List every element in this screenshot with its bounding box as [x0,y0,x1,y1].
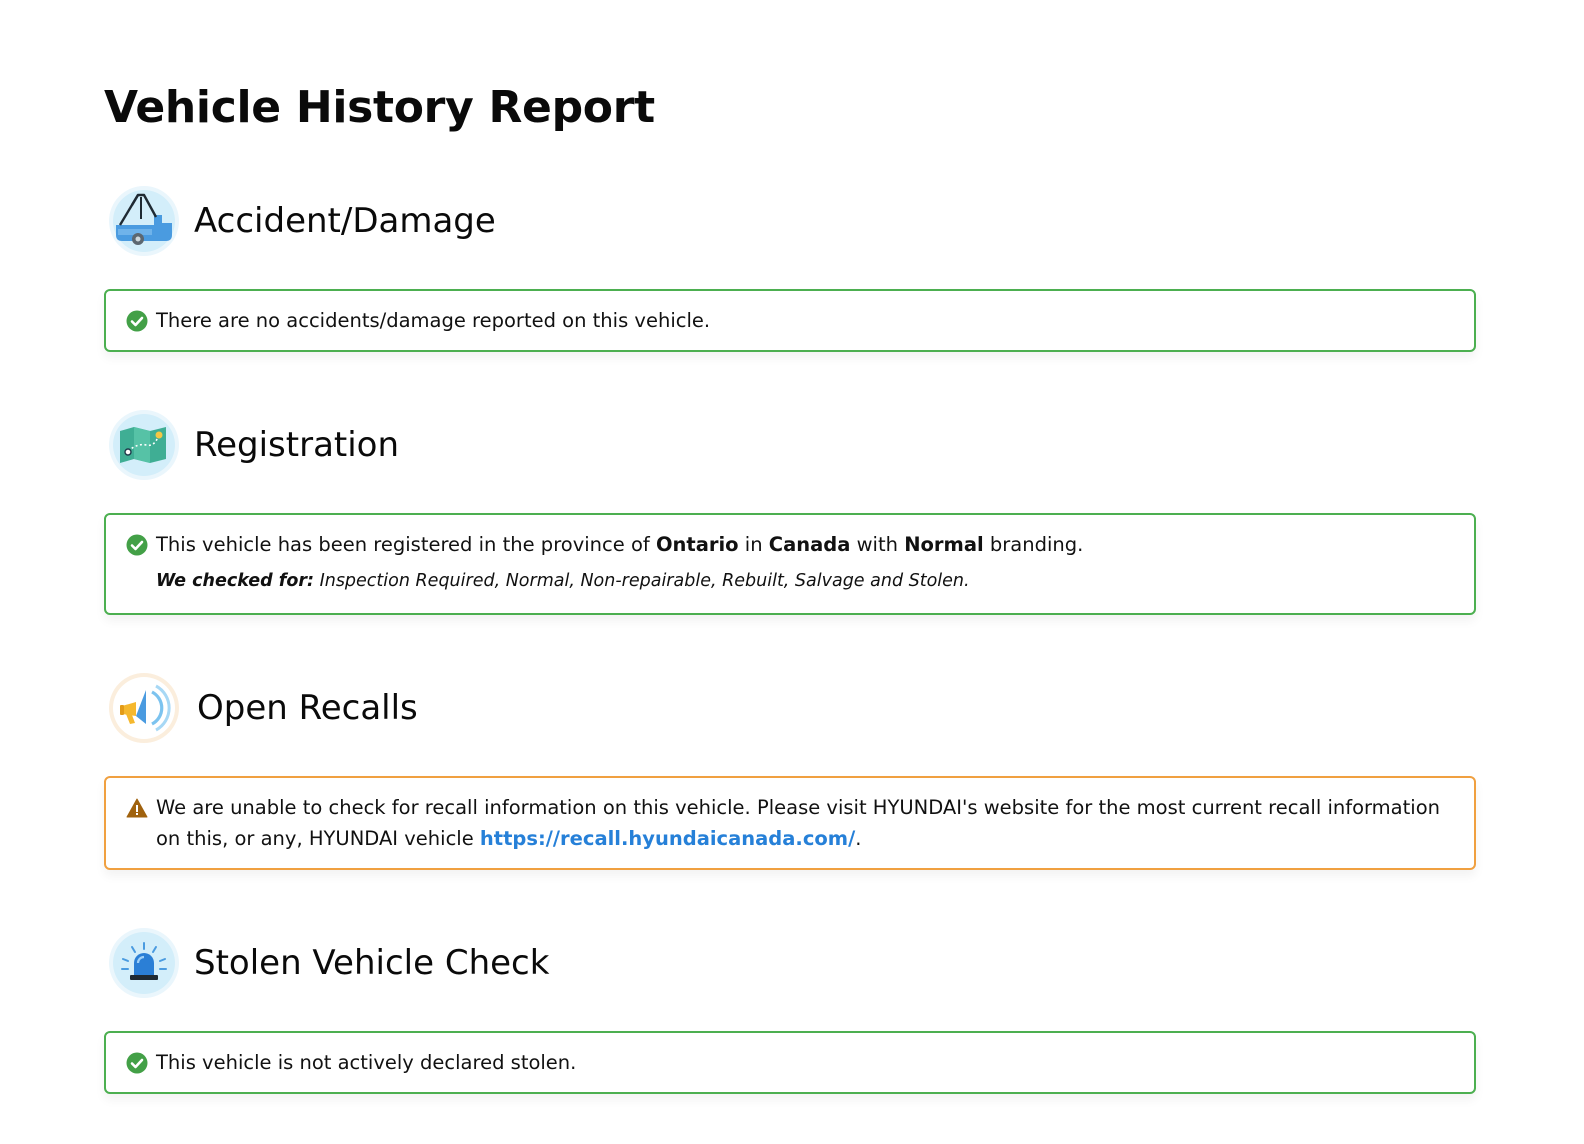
section-header-accident [108,185,496,257]
recalls-message-end: . [855,827,862,850]
registration-text-with: with [850,533,905,556]
section-title-registration: Registration [194,425,400,465]
recalls-message: We are unable to check for recall information on this vehicle. Please visit HYUNDAI's website for the most current recall information on this, or any, HYUNDAI vehicle [156,796,1440,850]
section-header-recalls [108,672,418,744]
map-icon [108,409,180,481]
section-header-stolen [108,927,549,999]
page-title: Vehicle History Report [104,82,655,133]
section-title-recalls: Open Recalls [197,688,418,728]
tow-truck-icon [108,185,180,257]
recall-website-link[interactable]: https://recall.hyundaicanada.com/ [479,827,856,850]
siren-icon [108,927,180,999]
recalls-status-text [156,792,1446,854]
section-title-accident: Accident/Damage [194,201,496,241]
check-circle-icon [126,310,148,332]
recalls-status-box [104,776,1476,870]
registration-status-box [104,513,1476,615]
registration-text-suffix: branding. [983,533,1084,556]
check-circle-icon [126,534,148,556]
accident-status-box [104,289,1476,352]
stolen-status-text: This vehicle is not actively declared stolen. [156,1051,577,1074]
megaphone-icon [108,672,180,744]
checked-for-list: Inspection Required, Normal, Non-repairable, Rebuilt, Salvage and Stolen. [314,571,970,591]
registration-text-in: in [738,533,769,556]
registration-text-prefix: This vehicle has been registered in the province of [156,533,656,556]
section-header-registration [108,409,399,481]
checked-for-label: We checked for: [156,571,314,591]
registration-province: Ontario [655,533,739,556]
registration-checked-for [156,568,1446,594]
section-title-stolen: Stolen Vehicle Check [194,943,550,983]
registration-country: Canada [768,533,851,556]
check-circle-icon [126,1052,148,1074]
stolen-status-box [104,1031,1476,1094]
warning-triangle-icon [126,797,148,819]
accident-status-text: There are no accidents/damage reported on this vehicle. [156,309,711,332]
registration-status-text [156,529,1446,560]
registration-branding: Normal [904,533,984,556]
